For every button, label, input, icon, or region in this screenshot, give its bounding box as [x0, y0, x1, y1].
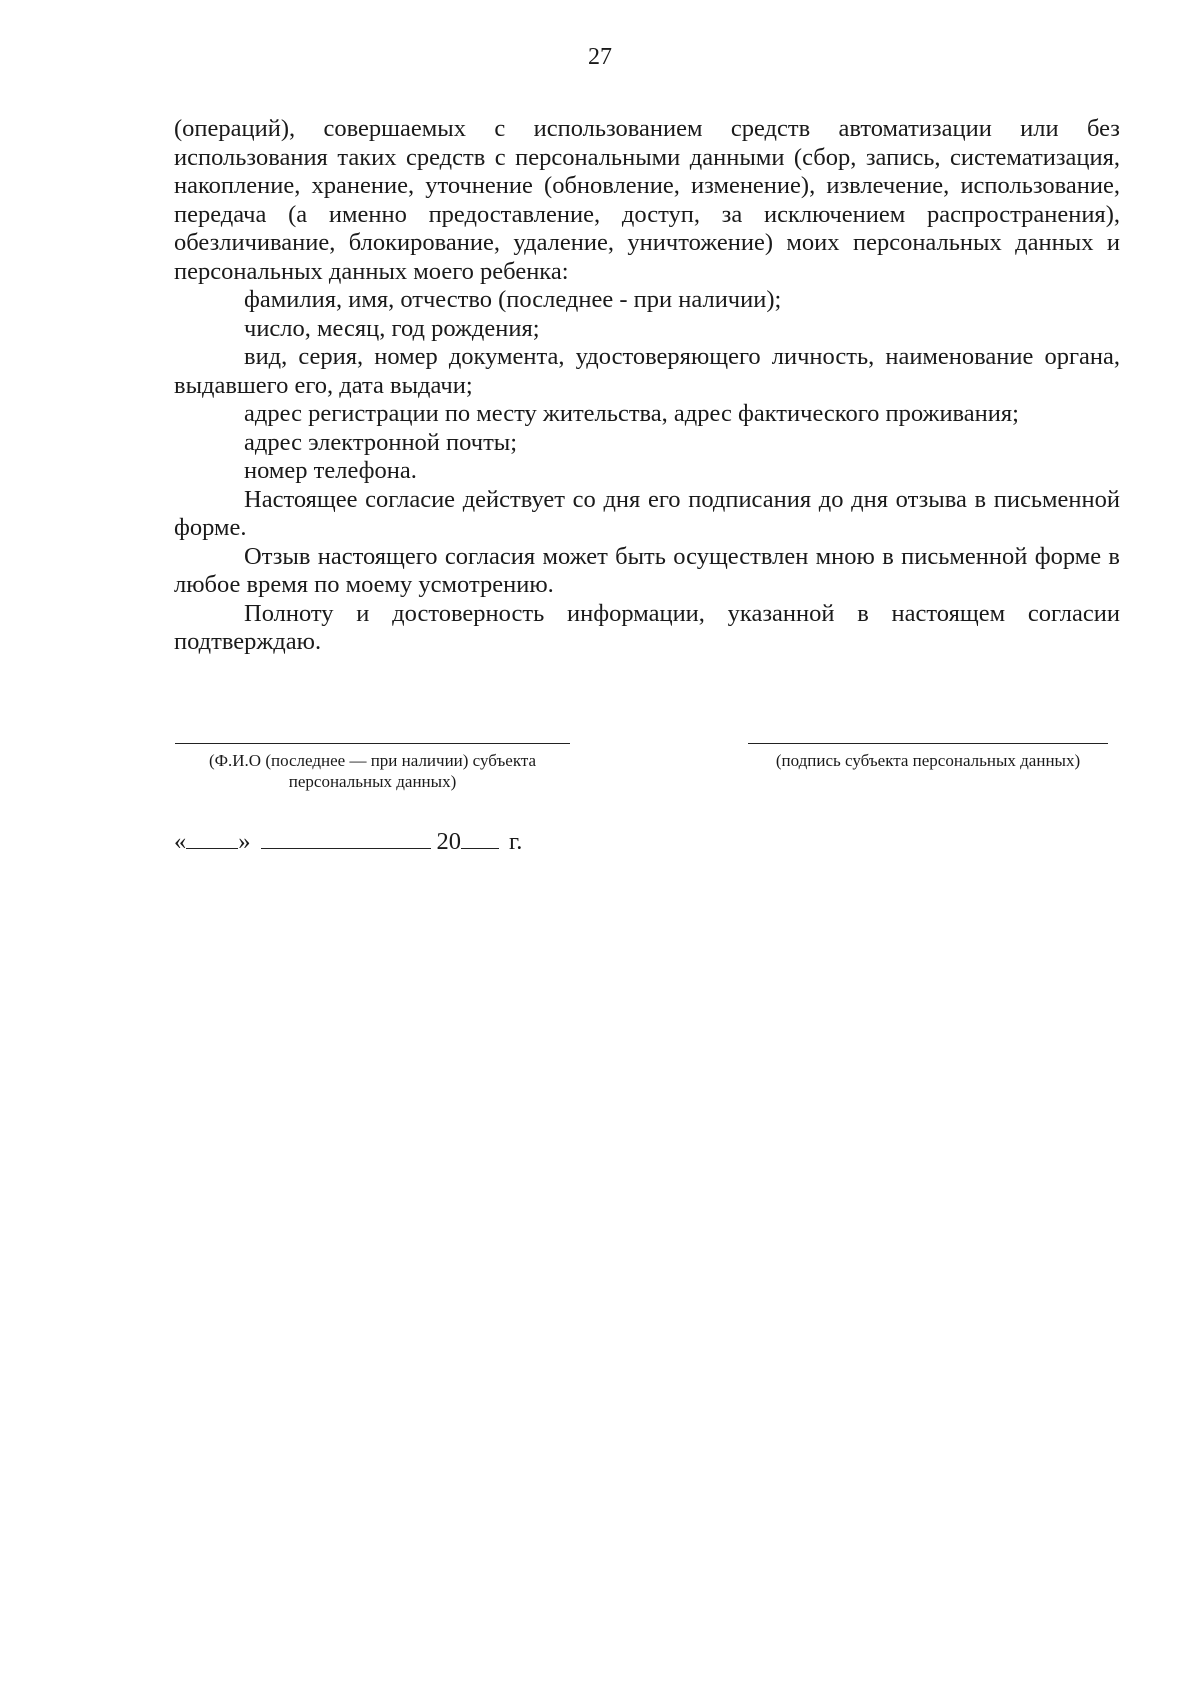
year-prefix: 20	[436, 828, 461, 855]
year-blank[interactable]	[461, 826, 499, 849]
paragraph: число, месяц, год рождения;	[244, 314, 540, 342]
page-number: 27	[588, 44, 612, 70]
open-quote: «	[174, 828, 187, 855]
paragraph: Отзыв настоящего согласия может быть осуществлен мною в письменной форме в любое время по моему усмотрению.	[174, 542, 1120, 598]
signature-caption: (подпись субъекта персональных данных)	[775, 751, 1081, 770]
paragraph: Настоящее согласие действует со дня его подписания до дня отзыва в письменной форме.	[174, 485, 1120, 541]
month-blank[interactable]	[261, 826, 431, 849]
paragraph: вид, серия, номер документа, удостоверяющего личность, наименование органа, выдавшего его, дата выдачи;	[174, 343, 1120, 399]
paragraph: (операций), совершаемых с использованием средств автоматизации или без использования таких средств с персональными данными (сбор, запись, систематизация, накопление, хранение, уточнение (обновление, изменение), извлечение, использование, передача (а именно предоставление, доступ, за исключением распространения), обезличивание, блокирование, удаление, уничтожение) моих персональных данных и персональных данных моего ребенка:	[174, 115, 1120, 285]
close-quote: »	[238, 828, 251, 855]
consent-body	[174, 115, 1120, 657]
signature-blank-line	[748, 743, 1108, 744]
year-suffix: г.	[509, 828, 523, 855]
paragraph: Полноту и достоверность информации, указанной в настоящем согласии подтверждаю.	[174, 599, 1120, 655]
paragraph: фамилия, имя, отчество (последнее - при наличии);	[244, 286, 782, 313]
paragraph: адрес электронной почты;	[244, 428, 518, 456]
signature-field[interactable]	[748, 743, 1108, 771]
name-caption: (Ф.И.О (последнее — при наличии) субъекта персональных данных)	[208, 751, 537, 791]
date-line	[174, 826, 522, 857]
name-signature-field[interactable]	[175, 743, 570, 792]
name-blank-line	[175, 743, 570, 744]
day-blank[interactable]	[186, 826, 238, 849]
paragraph: номер телефона.	[244, 457, 417, 484]
paragraph: адрес регистрации по месту жительства, адрес фактического проживания;	[244, 400, 1019, 427]
